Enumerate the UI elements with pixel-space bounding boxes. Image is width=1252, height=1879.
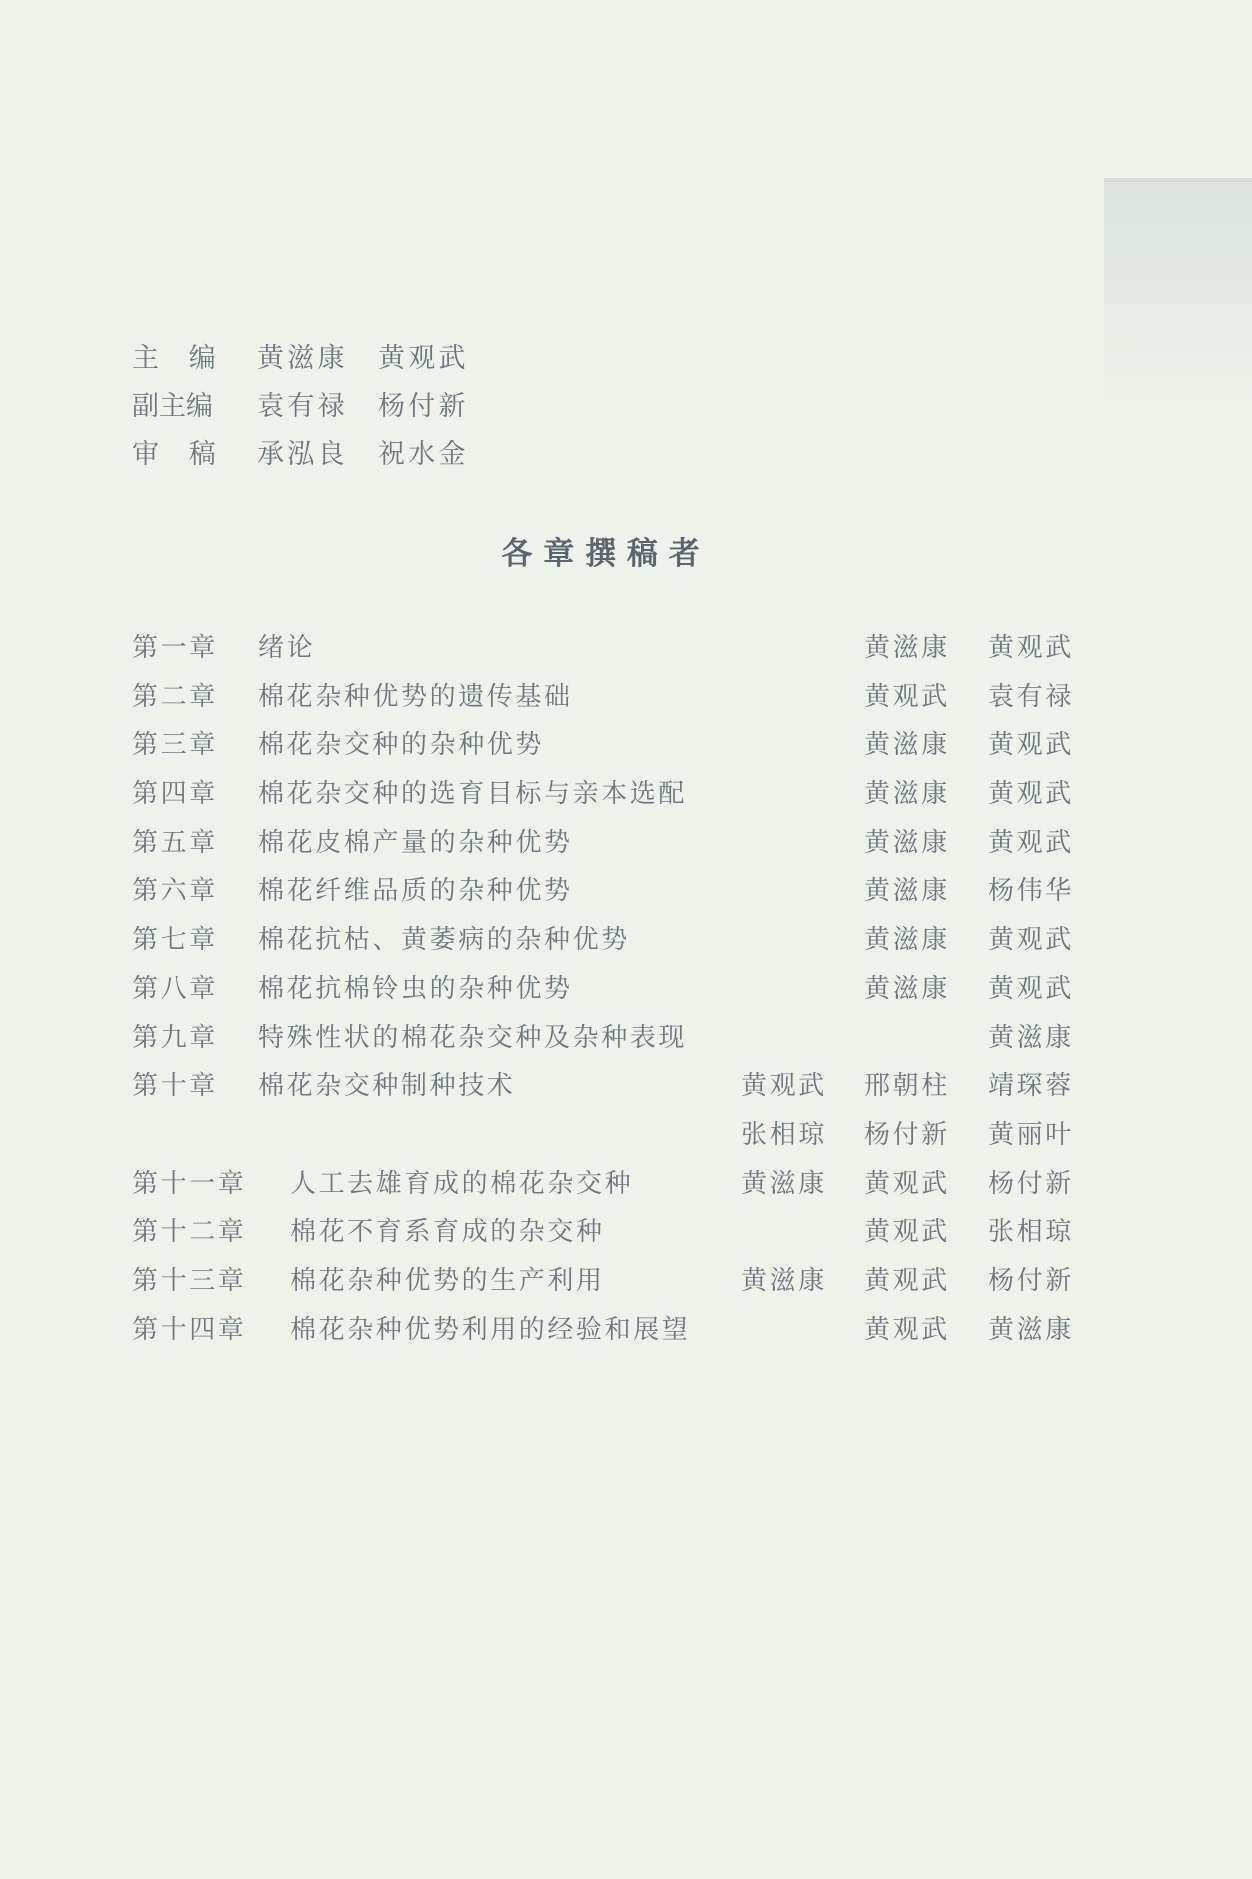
chapter-author: 杨付新: [988, 1168, 1074, 1199]
chapter-row: [132, 1211, 1082, 1260]
chapter-author: 黄观武: [988, 730, 1074, 761]
chapter-author: 黄观武: [988, 827, 1074, 858]
chapter-author: 黄丽叶: [988, 1119, 1074, 1150]
chapter-author: 黄观武: [864, 681, 950, 712]
chapter-number: 第十二章: [132, 1217, 247, 1248]
chapter-author: 黄观武: [864, 1265, 950, 1296]
staff-role: 审 稿: [132, 439, 218, 470]
chapter-row: [132, 676, 1082, 725]
chapter-row: [132, 627, 1082, 676]
chapter-number: 第十一章: [132, 1168, 247, 1199]
chapter-number: 第十三章: [132, 1265, 247, 1296]
staff-names: 黄滋康 黄观武: [257, 343, 469, 374]
chapter-number: 第六章: [132, 876, 218, 907]
chapter-author: 黄滋康: [988, 1022, 1074, 1053]
chapter-row: [132, 968, 1082, 1017]
chapter-author: 杨伟华: [988, 876, 1074, 907]
chapter-author: 黄滋康: [864, 730, 950, 761]
chapter-title: 棉花杂种优势的生产利用: [290, 1265, 605, 1296]
staff-role: 主 编: [132, 343, 218, 374]
chapter-author: 黄观武: [988, 925, 1074, 956]
chapter-title: 棉花杂种优势的遗传基础: [258, 681, 573, 712]
chapter-title: 特殊性状的棉花杂交种及杂种表现: [258, 1022, 688, 1053]
chapter-number: 第五章: [132, 827, 218, 858]
chapter-title: 棉花抗枯、黄萎病的杂种优势: [258, 925, 630, 956]
chapter-author-list: [132, 627, 1082, 1357]
chapter-number: 第十章: [132, 1071, 218, 1102]
chapter-author: 袁有禄: [988, 681, 1074, 712]
chapter-number: 第三章: [132, 730, 218, 761]
chapter-number: 第十四章: [132, 1314, 247, 1345]
chapter-author: 张相琼: [741, 1119, 827, 1150]
chapter-author: 黄滋康: [988, 1314, 1074, 1345]
section-title: 各章撰稿者: [501, 536, 711, 572]
chapter-author: 黄滋康: [864, 827, 950, 858]
editorial-staff: [132, 336, 552, 480]
chapter-author: 黄观武: [988, 973, 1074, 1004]
chapter-row: [132, 822, 1082, 871]
chapter-author: 靖琛蓉: [988, 1071, 1074, 1102]
chapter-author: 黄观武: [988, 779, 1074, 810]
chapter-author: 张相琼: [988, 1217, 1074, 1248]
chapter-title: 棉花杂交种的选育目标与亲本选配: [258, 779, 688, 810]
chapter-title: 棉花不育系育成的杂交种: [290, 1217, 605, 1248]
chapter-row: [132, 919, 1082, 968]
chapter-number: 第一章: [132, 633, 218, 663]
chapter-author: 黄滋康: [864, 925, 950, 956]
staff-names: 袁有禄 杨付新: [257, 391, 469, 422]
chapter-row: [132, 1163, 1082, 1212]
chapter-author: 黄观武: [864, 1168, 950, 1199]
chapter-row: [132, 870, 1082, 919]
chapter-author: 黄滋康: [864, 633, 950, 663]
chapter-number: 第二章: [132, 681, 218, 712]
chapter-author: 黄滋康: [741, 1168, 827, 1199]
chapter-title: 棉花纤维品质的杂种优势: [258, 876, 573, 907]
chapter-row: [132, 1017, 1082, 1066]
staff-row-chief-editor: [132, 336, 552, 384]
chapter-row: [132, 1260, 1082, 1309]
chapter-title: 棉花杂交种的杂种优势: [258, 730, 545, 761]
chapter-author: 黄滋康: [864, 876, 950, 907]
chapter-title: 棉花皮棉产量的杂种优势: [258, 827, 573, 858]
chapter-row: [132, 1114, 1082, 1163]
staff-row-reviewer: [132, 432, 552, 480]
chapter-author: 黄滋康: [864, 779, 950, 810]
staff-row-deputy-editor: [132, 384, 552, 432]
chapter-number: 第八章: [132, 973, 218, 1004]
chapter-row: [132, 1065, 1082, 1114]
chapter-title: 人工去雄育成的棉花杂交种: [290, 1168, 634, 1199]
chapter-author: 杨付新: [988, 1265, 1074, 1296]
chapter-title: 绪论: [258, 633, 316, 663]
chapter-author: 杨付新: [864, 1119, 950, 1150]
chapter-row: [132, 773, 1082, 822]
staff-role: 副主编: [132, 391, 213, 422]
chapter-author: 黄观武: [864, 1314, 950, 1345]
chapter-title: 棉花杂种优势利用的经验和展望: [290, 1314, 691, 1345]
chapter-title: 棉花抗棉铃虫的杂种优势: [258, 973, 573, 1004]
chapter-title: 棉花杂交种制种技术: [258, 1071, 516, 1102]
chapter-author: 邢朝柱: [864, 1071, 950, 1102]
chapter-row: [132, 724, 1082, 773]
staff-names: 承泓良 祝水金: [257, 439, 469, 470]
chapter-number: 第九章: [132, 1022, 218, 1053]
chapter-author: 黄观武: [741, 1071, 827, 1102]
adjacent-page-edge: [1104, 182, 1252, 400]
chapter-author: 黄观武: [988, 633, 1074, 663]
chapter-author: 黄滋康: [864, 973, 950, 1004]
chapter-author: 黄观武: [864, 1217, 950, 1248]
chapter-number: 第七章: [132, 925, 218, 956]
chapter-number: 第四章: [132, 779, 218, 810]
chapter-author: 黄滋康: [741, 1265, 827, 1296]
chapter-row: [132, 1309, 1082, 1358]
